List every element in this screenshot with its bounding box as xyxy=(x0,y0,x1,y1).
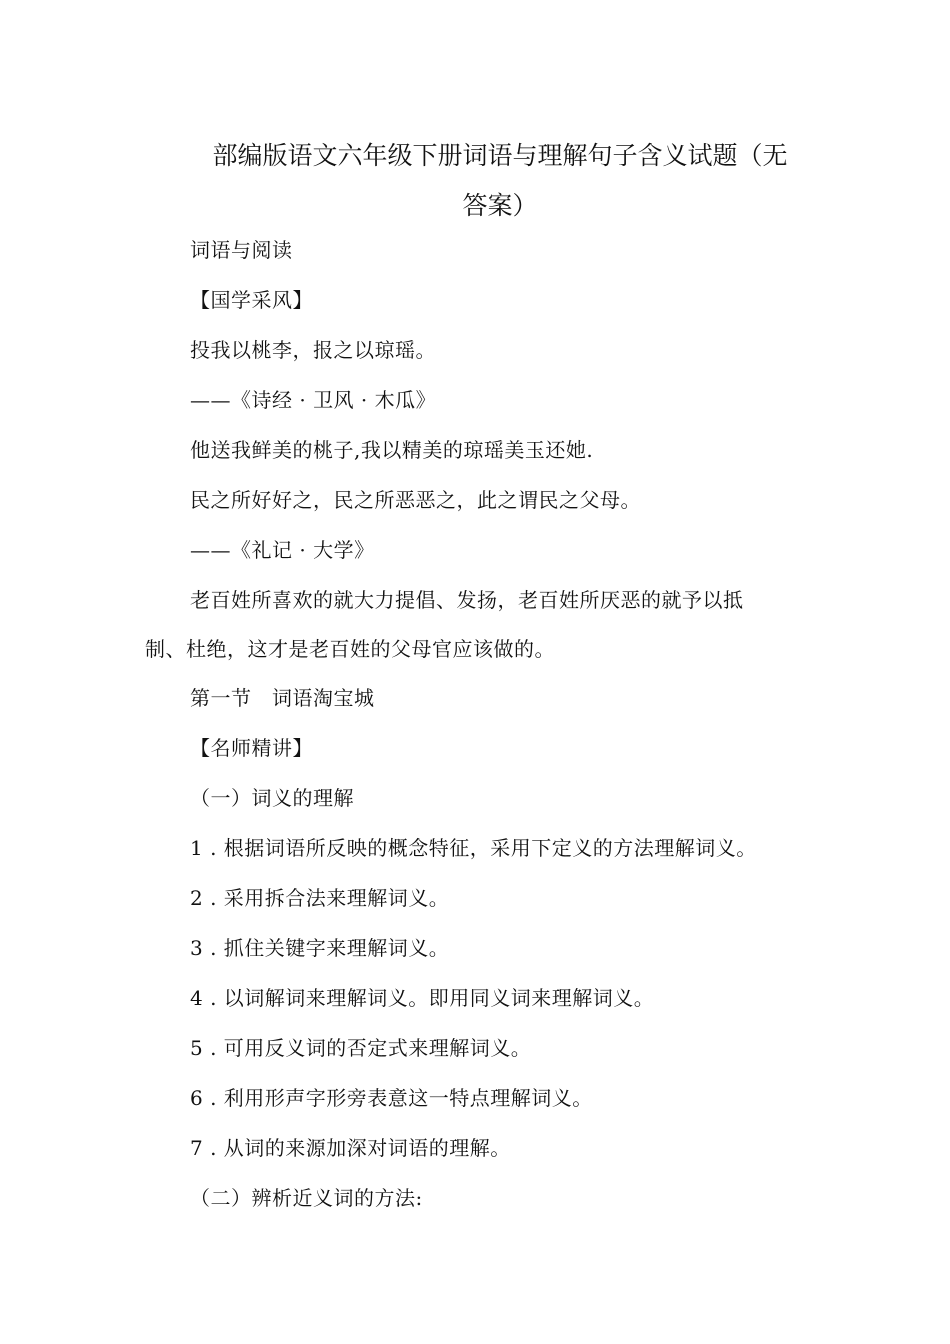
paragraph: 民之所好好之，民之所恶恶之，此之谓民之父母。 xyxy=(190,488,641,512)
paragraph: 他送我鲜美的桃子,我以精美的琼瑶美玉还她. xyxy=(190,438,594,462)
section-heading: 词语与阅读 xyxy=(190,238,293,262)
subsection-heading: 【名师精讲】 xyxy=(190,736,313,760)
subsection-heading: （一）词义的理解 xyxy=(190,786,354,810)
list-item: 7 . 从词的来源加深对词语的理解。 xyxy=(190,1136,511,1160)
paragraph: 老百姓所喜欢的就大力提倡、发扬，老百姓所厌恶的就予以抵 xyxy=(190,588,744,612)
list-item: 4 . 以词解词来理解词义。即用同义词来理解词义。 xyxy=(190,986,655,1010)
list-item: 5 . 可用反义词的否定式来理解词义。 xyxy=(190,1036,532,1060)
paragraph-continuation: 制、杜绝，这才是老百姓的父母官应该做的。 xyxy=(145,637,555,661)
document-title-line-2: 答案） xyxy=(462,191,538,220)
list-item: 2 . 采用拆合法来理解词义。 xyxy=(190,886,450,910)
subsection-heading: 【国学采风】 xyxy=(190,288,313,312)
list-item: 1 . 根据词语所反映的概念特征，采用下定义的方法理解词义。 xyxy=(190,836,757,860)
subsection-heading: （二）辨析近义词的方法: xyxy=(190,1186,423,1210)
list-item: 6 . 利用形声字形旁表意这一特点理解词义。 xyxy=(190,1086,593,1110)
citation: ——《礼记 · 大学》 xyxy=(190,538,375,562)
paragraph: 投我以桃李，报之以琼瑶。 xyxy=(190,338,436,362)
list-item: 3 . 抓住关键字来理解词义。 xyxy=(190,936,450,960)
document-title-line-1: 部编版语文六年级下册词语与理解句子含义试题（无 xyxy=(212,141,788,170)
section-heading: 第一节 词语淘宝城 xyxy=(190,686,375,710)
citation: ——《诗经 · 卫风 · 木瓜》 xyxy=(190,388,437,412)
